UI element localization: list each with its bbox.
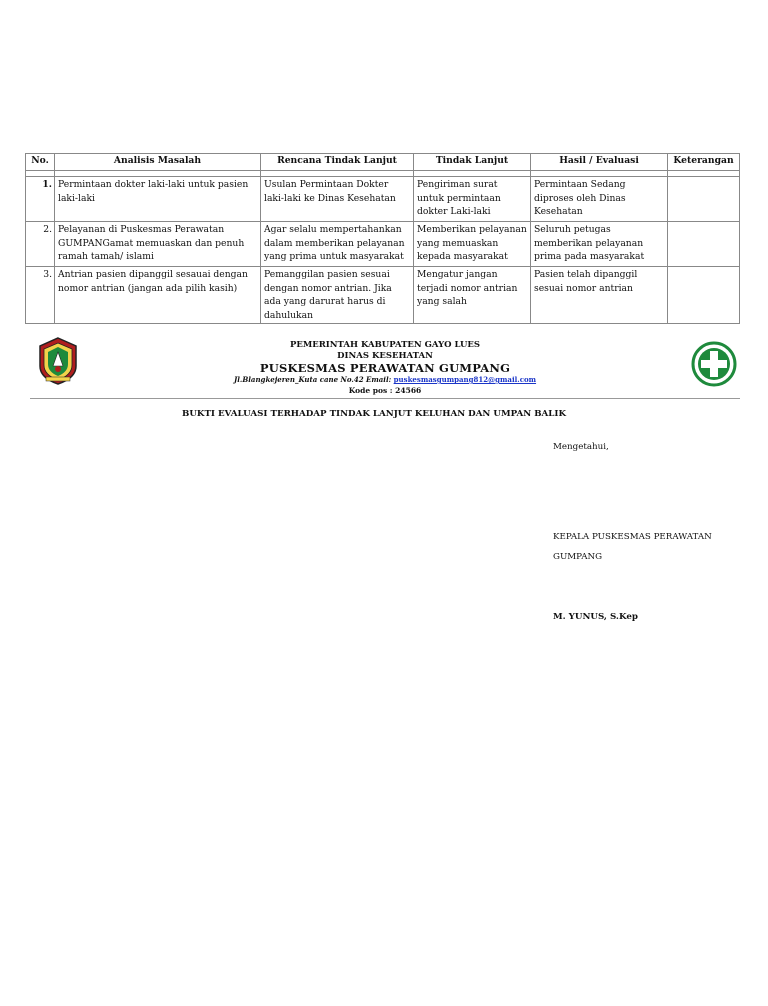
letterhead-institution: PUSKESMAS PERAWATAN GUMPANG: [259, 361, 511, 375]
cell-keterangan: [668, 267, 740, 324]
header-rencana: Rencana Tindak Lanjut: [261, 154, 414, 171]
email-link[interactable]: puskesmasgumpang812@gmail.com: [393, 375, 537, 384]
table-row: [26, 267, 740, 324]
position-line-2: GUMPANG: [553, 552, 603, 562]
cell-rencana: Agar selalu mempertahankan dalam memberikan pelayanan yang prima untuk masyarakat: [261, 222, 414, 267]
address-text: Jl.Blangkejeren_Kuta cane No.42 Email:: [233, 375, 394, 384]
cell-analisis: Pelayanan di Puskesmas Perawatan GUMPANGamat memuaskan dan penuh ramah tamah/ islami: [55, 222, 261, 267]
puskesmas-cross-icon: [691, 341, 737, 387]
cell-keterangan: [668, 222, 740, 267]
position-line-1: KEPALA PUSKESMAS PERAWATAN: [553, 532, 712, 542]
letterhead-postcode: Kode pos : 24566: [348, 386, 422, 395]
cell-rencana: Pemanggilan pasien sesuai dengan nomor antrian. Jika ada yang darurat harus di dahulukan: [261, 267, 414, 324]
letterhead-address: [130, 375, 640, 384]
cell-analisis: Antrian pasien dipanggil sesauai dengan nomor antrian (jangan ada pilih kasih): [55, 267, 261, 324]
signatory-name: M. YUNUS, S.Kep: [553, 612, 638, 622]
acknowledged-label: Mengetahui,: [553, 442, 609, 452]
cell-no: 1.: [26, 177, 55, 222]
header-tindak: Tindak Lanjut: [414, 154, 531, 171]
document-title: BUKTI EVALUASI TERHADAP TINDAK LANJUT KELUHAN DAN UMPAN BALIK: [182, 409, 567, 419]
table-row: [26, 177, 740, 222]
cell-rencana: Usulan Permintaan Dokter laki-laki ke Dinas Kesehatan: [261, 177, 414, 222]
cell-hasil: Permintaan Sedang diproses oleh Dinas Kesehatan: [531, 177, 668, 222]
letterhead-government: PEMERINTAH KABUPATEN GAYO LUES: [289, 340, 481, 350]
cell-tindak: Pengiriman surat untuk permintaan dokter Laki-laki: [414, 177, 531, 222]
cell-hasil: Seluruh petugas memberikan pelayanan prima pada masyarakat: [531, 222, 668, 267]
cell-analisis: Permintaan dokter laki-laki untuk pasien laki-laki: [55, 177, 261, 222]
letterhead-department: DINAS KESEHATAN: [337, 351, 433, 361]
header-keterangan: Keterangan: [668, 154, 740, 171]
cell-no: 2.: [26, 222, 55, 267]
header-no: No.: [26, 154, 55, 171]
header-hasil: Hasil / Evaluasi: [531, 154, 668, 171]
cell-tindak: Memberikan pelayanan yang memuaskan kepada masyarakat: [414, 222, 531, 267]
table-header-row: [26, 154, 740, 171]
regency-emblem-icon: [36, 336, 80, 386]
cell-keterangan: [668, 177, 740, 222]
cell-no: 3.: [26, 267, 55, 324]
letterhead-divider: [30, 398, 740, 399]
table-row: [26, 222, 740, 267]
cell-tindak: Mengatur jangan terjadi nomor antrian yang salah: [414, 267, 531, 324]
cell-hasil: Pasien telah dipanggil sesuai nomor antrian: [531, 267, 668, 324]
evaluation-table: [25, 153, 740, 324]
header-analisis: Analisis Masalah: [55, 154, 261, 171]
